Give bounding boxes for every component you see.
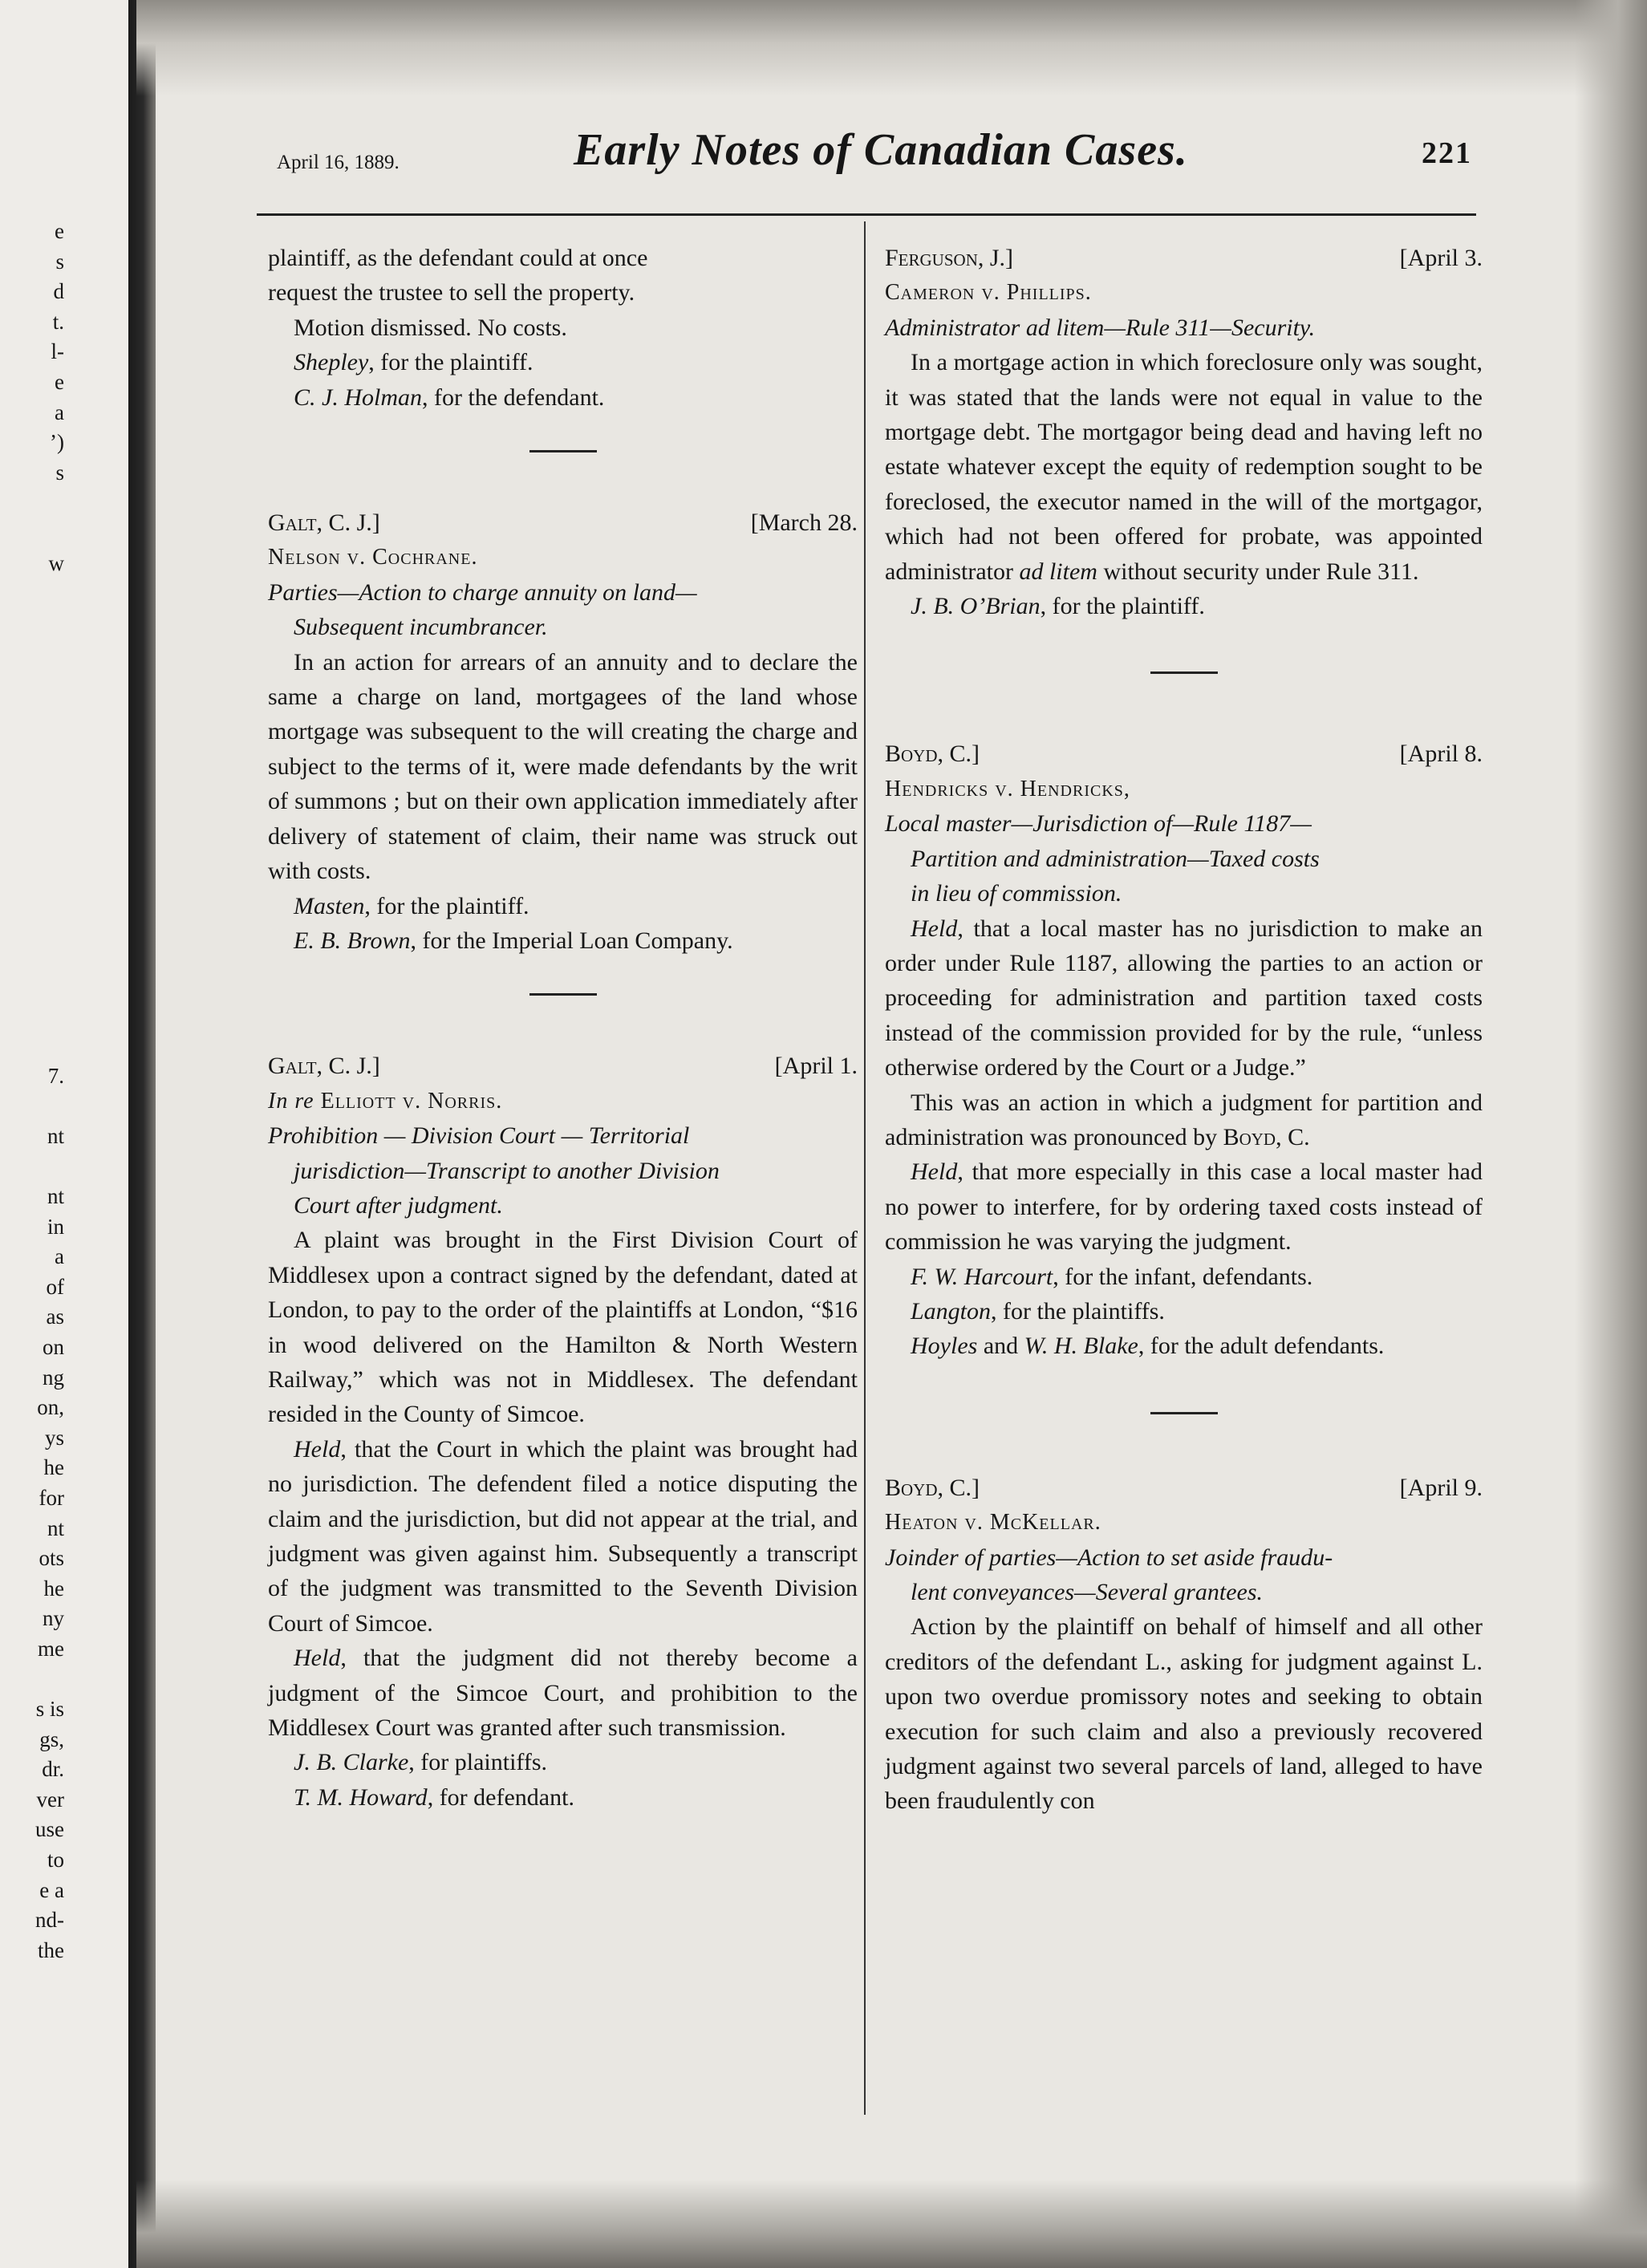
case-separator — [1150, 1412, 1218, 1414]
holding-text: , that the judgment did not thereby become a judgment of the Simcoe Court, and prohibition to the Middlesex Court was granted after such transmission. — [268, 1645, 858, 1742]
facing-page-fragment — [0, 1665, 64, 1695]
left-column — [268, 241, 858, 1815]
subject-line: Partition and administration—Taxed costs — [911, 845, 1320, 872]
case-body: In an action for arrears of an annuity and to declare the same a charge on land, mortgagees of the land whose mortgage was subsequent to the will creating the charge and subject to the terms of it, were made defendants by the writ of summons ; but on their own application immediately after delivery of statement of claim, their name was struck out with costs. — [268, 648, 858, 885]
counsel-line — [268, 345, 858, 379]
judge: Boyd, C.] — [885, 1474, 980, 1501]
motion-result: Motion dismissed. No costs. — [294, 314, 567, 341]
case-heading — [885, 736, 1483, 771]
counsel-name: Shepley — [294, 349, 369, 376]
facing-page-fragment — [0, 729, 64, 760]
case-heading — [268, 505, 858, 540]
counsel-name: J. B. O’Brian — [911, 593, 1041, 620]
facing-page-fragment: nd- — [35, 1908, 64, 1933]
case-heaton-mckellar — [885, 1471, 1483, 1819]
counsel-line — [268, 1745, 858, 1779]
facing-page-fragment — [0, 518, 64, 549]
holding-text: , that a local master has no jurisdiction to make an order under Rule 1187, allowing the parties to an action or proceeding for administration and partition taxed costs instead of the commission provided for by the rule, “unless otherwise ordered by the Court or a Judge.” — [885, 915, 1483, 1081]
facing-page-fragment — [0, 940, 64, 971]
case-hendricks-hendricks — [885, 736, 1483, 1363]
subject-line: in lieu of commission. — [911, 880, 1122, 907]
issue-date: April 16, 1889. — [277, 152, 400, 173]
facing-page-fragment — [0, 820, 64, 850]
counsel-line — [268, 1780, 858, 1815]
case-subject: Administrator ad litem—Rule 311—Security. — [885, 314, 1316, 341]
counsel-role: , for the plaintiff. — [368, 349, 533, 376]
facing-page-fragment: for — [39, 1485, 64, 1510]
facing-page-fragment: on, — [37, 1395, 64, 1420]
case-title: Cameron v. Phillips. — [885, 280, 1092, 306]
facing-page-fragment: ver — [36, 1787, 64, 1812]
case-parties: Elliott v. Norris. — [320, 1088, 503, 1114]
body-text: without security under Rule 311. — [1103, 558, 1419, 585]
facing-page-fragment: to — [47, 1848, 64, 1872]
counsel-role: , for plaintiffs. — [408, 1749, 548, 1776]
holding-text: , that more especially in this case a local master had no power to interfere, for by ordering taxed costs instead of commission he was varying the judgment. — [885, 1158, 1483, 1256]
case-separator — [1150, 671, 1218, 674]
page-header — [277, 124, 1472, 189]
held-word: Held — [294, 1435, 341, 1463]
in-re: In re — [268, 1088, 314, 1114]
counsel-line — [885, 1329, 1483, 1363]
facing-page-fragment: in — [47, 1214, 64, 1239]
case-title: Nelson v. Cochrane. — [268, 545, 478, 570]
scan-shadow-bottom — [136, 2180, 1647, 2268]
facing-page-fragment: gs, — [39, 1726, 64, 1751]
counsel-line — [885, 1294, 1483, 1329]
case-subject — [885, 806, 1483, 911]
facing-page-fragment — [0, 1151, 64, 1182]
case-body — [885, 345, 1483, 589]
counsel-role: , for the plaintiffs. — [991, 1297, 1165, 1325]
case-subject — [268, 575, 858, 645]
counsel-role: , for defendant. — [427, 1783, 574, 1811]
facing-page-fragment: nt — [47, 1123, 64, 1148]
holding — [885, 1154, 1483, 1259]
counsel-role: , for the plaintiff. — [364, 892, 529, 919]
body-emphasis: ad litem — [1019, 558, 1097, 585]
holding — [268, 1432, 858, 1641]
counsel-name: Hoyles — [911, 1333, 978, 1360]
case-date: [April 3. — [1399, 245, 1483, 271]
body-text: In a mortgage action in which foreclosure only was sought, it was stated that the lands were not equal in value to the mortgage debt. The mortgagor being dead and having left no estate whatever except the equity of redemption sought to be foreclosed, the executor named in the will of the mortgagor, which had not been offered for probate, was appointed administrator — [885, 349, 1483, 585]
judge: Galt, C. J.] — [268, 509, 380, 537]
case-date: [March 28. — [750, 509, 858, 537]
facing-page-fragment: e — [55, 219, 64, 243]
body-text: This was an action in which a judgment for partition and administration was pronounced by — [885, 1089, 1483, 1150]
facing-page-fragment — [0, 639, 64, 669]
facing-page-fragment: e — [55, 369, 64, 394]
subject-line: Parties—Action to charge annuity on land— — [268, 578, 697, 606]
facing-page-fragment: d — [53, 279, 64, 304]
case-nelson-cochrane — [268, 505, 858, 958]
facing-page-fragment — [0, 1000, 64, 1031]
case-title: Hendricks v. Hendricks, — [885, 776, 1130, 801]
facing-page-fragment: he — [43, 1576, 64, 1601]
case-date: [April 8. — [1399, 740, 1483, 768]
facing-page-fragment — [0, 911, 64, 941]
facing-page-fragment: e a — [39, 1877, 64, 1902]
facing-page-fragment: ’) — [50, 430, 64, 455]
counsel-name: F. W. Harcourt — [911, 1263, 1053, 1290]
facing-page-fragment: w — [48, 550, 64, 575]
judge: Galt, C. J.] — [268, 1053, 380, 1080]
holding — [268, 1641, 858, 1745]
facing-page-fragment: nt — [47, 1515, 64, 1540]
facing-page-fragment — [0, 850, 64, 880]
case-elliott-norris — [268, 1049, 858, 1815]
facing-page-fragment — [0, 700, 64, 730]
counsel-name: W. H. Blake — [1024, 1333, 1138, 1360]
counsel-line — [268, 380, 858, 415]
case-heading — [268, 1049, 858, 1083]
case-body: A plaint was brought in the First Division Court of Middlesex upon a contract signed by the defendant, dated at London, to pay to the order of the plaintiffs at London, “$16 in wood delivered on the Hamilton & North Western Railway,” which was not in Middlesex. The defendant resided in the County of Simcoe. — [268, 1227, 858, 1428]
facing-page-fragment: use — [35, 1817, 64, 1842]
facing-page-fragment — [0, 760, 64, 790]
facing-page-fragment: ys — [44, 1425, 64, 1450]
counsel-line — [268, 889, 858, 923]
subject-line: Local master—Jurisdiction of—Rule 1187— — [885, 810, 1312, 838]
counsel-name: J. B. Clarke — [294, 1749, 409, 1776]
facing-page-fragment: dr. — [42, 1757, 64, 1782]
continuation-line: plaintiff, as the defendant could at once — [268, 245, 648, 271]
facing-page-fragment: a — [55, 1244, 64, 1269]
subject-line: Subsequent incumbrancer. — [294, 614, 548, 641]
case-subject — [268, 1118, 858, 1223]
header-rule — [257, 213, 1476, 216]
case-heading — [885, 1471, 1483, 1505]
case-subject — [885, 1540, 1483, 1610]
facing-page-fragment: a — [55, 400, 64, 424]
facing-page-fragment — [0, 880, 64, 911]
case-separator — [529, 450, 597, 452]
subject-line: Joinder of parties—Action to set aside fraudu- — [885, 1544, 1333, 1571]
facing-page-fragment: ots — [39, 1546, 64, 1571]
subject-line: Court after judgment. — [294, 1191, 503, 1219]
facing-page-fragment — [0, 578, 64, 609]
facing-page-fragment: nt — [47, 1184, 64, 1208]
subject-line: Prohibition — Division Court — Territorial — [268, 1122, 690, 1150]
judge: Boyd, C.] — [885, 740, 980, 768]
page-number: 221 — [1422, 136, 1472, 170]
facing-page-fragment: s is — [35, 1697, 64, 1722]
counsel-conjunction: and — [977, 1333, 1024, 1360]
subject-line: lent conveyances—Several grantees. — [911, 1579, 1263, 1605]
running-title: Early Notes of Canadian Cases. — [574, 125, 1188, 175]
facing-page-fragment: the — [38, 1937, 64, 1962]
counsel-line — [885, 589, 1483, 623]
facing-page-fragment — [0, 609, 64, 639]
counsel-role: , for the Imperial Loan Company. — [410, 927, 733, 954]
scan-shadow-right — [1575, 0, 1647, 2268]
case-title: Heaton v. McKellar. — [885, 1510, 1101, 1536]
held-word: Held — [911, 915, 958, 942]
scan-shadow-top — [136, 0, 1647, 96]
facing-page-fragment: of — [46, 1274, 64, 1299]
facing-page-fragments — [0, 217, 64, 1966]
facing-page-fragment — [0, 1031, 64, 1061]
counsel-role: , for the infant, defendants. — [1053, 1263, 1313, 1290]
facing-page-fragment: t. — [52, 309, 64, 334]
right-column — [885, 241, 1483, 1819]
case-title — [268, 1084, 858, 1118]
facing-page-fragment: l- — [51, 339, 64, 364]
subject-line: jurisdiction—Transcript to another Division — [294, 1157, 720, 1184]
case-cameron-phillips — [885, 241, 1483, 623]
counsel-name: C. J. Holman — [294, 383, 422, 411]
holding-text: , that the Court in which the plaint was brought had no jurisdiction. The defendent filed a notice disputing the claim and the jurisdiction, but did not appear at the trial, and judgment was given against him. Subsequently a transcript of the judgment was transmitted to the Seventh Division Court of Simcoe. — [268, 1435, 858, 1637]
facing-page-fragment — [0, 1091, 64, 1122]
continued-case — [268, 241, 858, 415]
counsel-name: Langton — [911, 1297, 992, 1325]
counsel-role: , for the plaintiff. — [1040, 593, 1205, 620]
facing-page-fragment — [0, 488, 64, 518]
counsel-name: E. B. Brown — [294, 927, 411, 954]
case-body — [885, 1085, 1483, 1155]
facing-page-fragment: s — [55, 249, 64, 274]
facing-page-fragment: ny — [43, 1606, 64, 1631]
held-word: Held — [294, 1645, 341, 1672]
case-date: [April 1. — [774, 1053, 858, 1080]
facing-page-fragment: s — [55, 460, 64, 485]
facing-page-fragment: ng — [43, 1365, 64, 1390]
continuation-line: request the trustee to sell the property. — [268, 279, 635, 306]
counsel-line — [885, 1260, 1483, 1294]
counsel-line — [268, 923, 858, 958]
column-divider — [864, 221, 866, 2115]
counsel-role: , for the adult defendants. — [1138, 1333, 1385, 1360]
case-date: [April 9. — [1399, 1474, 1483, 1501]
judge: Ferguson, J.] — [885, 245, 1014, 271]
facing-page-fragment: me — [38, 1636, 64, 1661]
facing-page-fragment: on — [43, 1334, 64, 1359]
holding — [885, 911, 1483, 1085]
held-word: Held — [911, 1158, 958, 1186]
counsel-role: , for the defendant. — [422, 383, 605, 411]
facing-page-fragment — [0, 789, 64, 820]
case-body: Action by the plaintiff on behalf of himself and all other creditors of the defendant L., asking for judgment against L. upon two overdue promissory notes and seeking to obtain execution for such claim and also a previously recovered judgment against two several parcels of land, alleged to have been fraudulently con — [885, 1613, 1483, 1815]
book-binding-shadow — [128, 0, 156, 2268]
facing-page-fragment: as — [46, 1304, 64, 1329]
judge-ref: Boyd, C. — [1223, 1123, 1310, 1150]
counsel-name: T. M. Howard — [294, 1783, 428, 1811]
counsel-name: Masten — [294, 892, 365, 919]
facing-page-fragment — [0, 669, 64, 700]
case-heading — [885, 241, 1483, 275]
case-separator — [529, 993, 597, 996]
facing-page-fragment — [0, 971, 64, 1001]
facing-page-fragment: 7. — [47, 1063, 64, 1088]
facing-page-fragment: he — [43, 1455, 64, 1480]
